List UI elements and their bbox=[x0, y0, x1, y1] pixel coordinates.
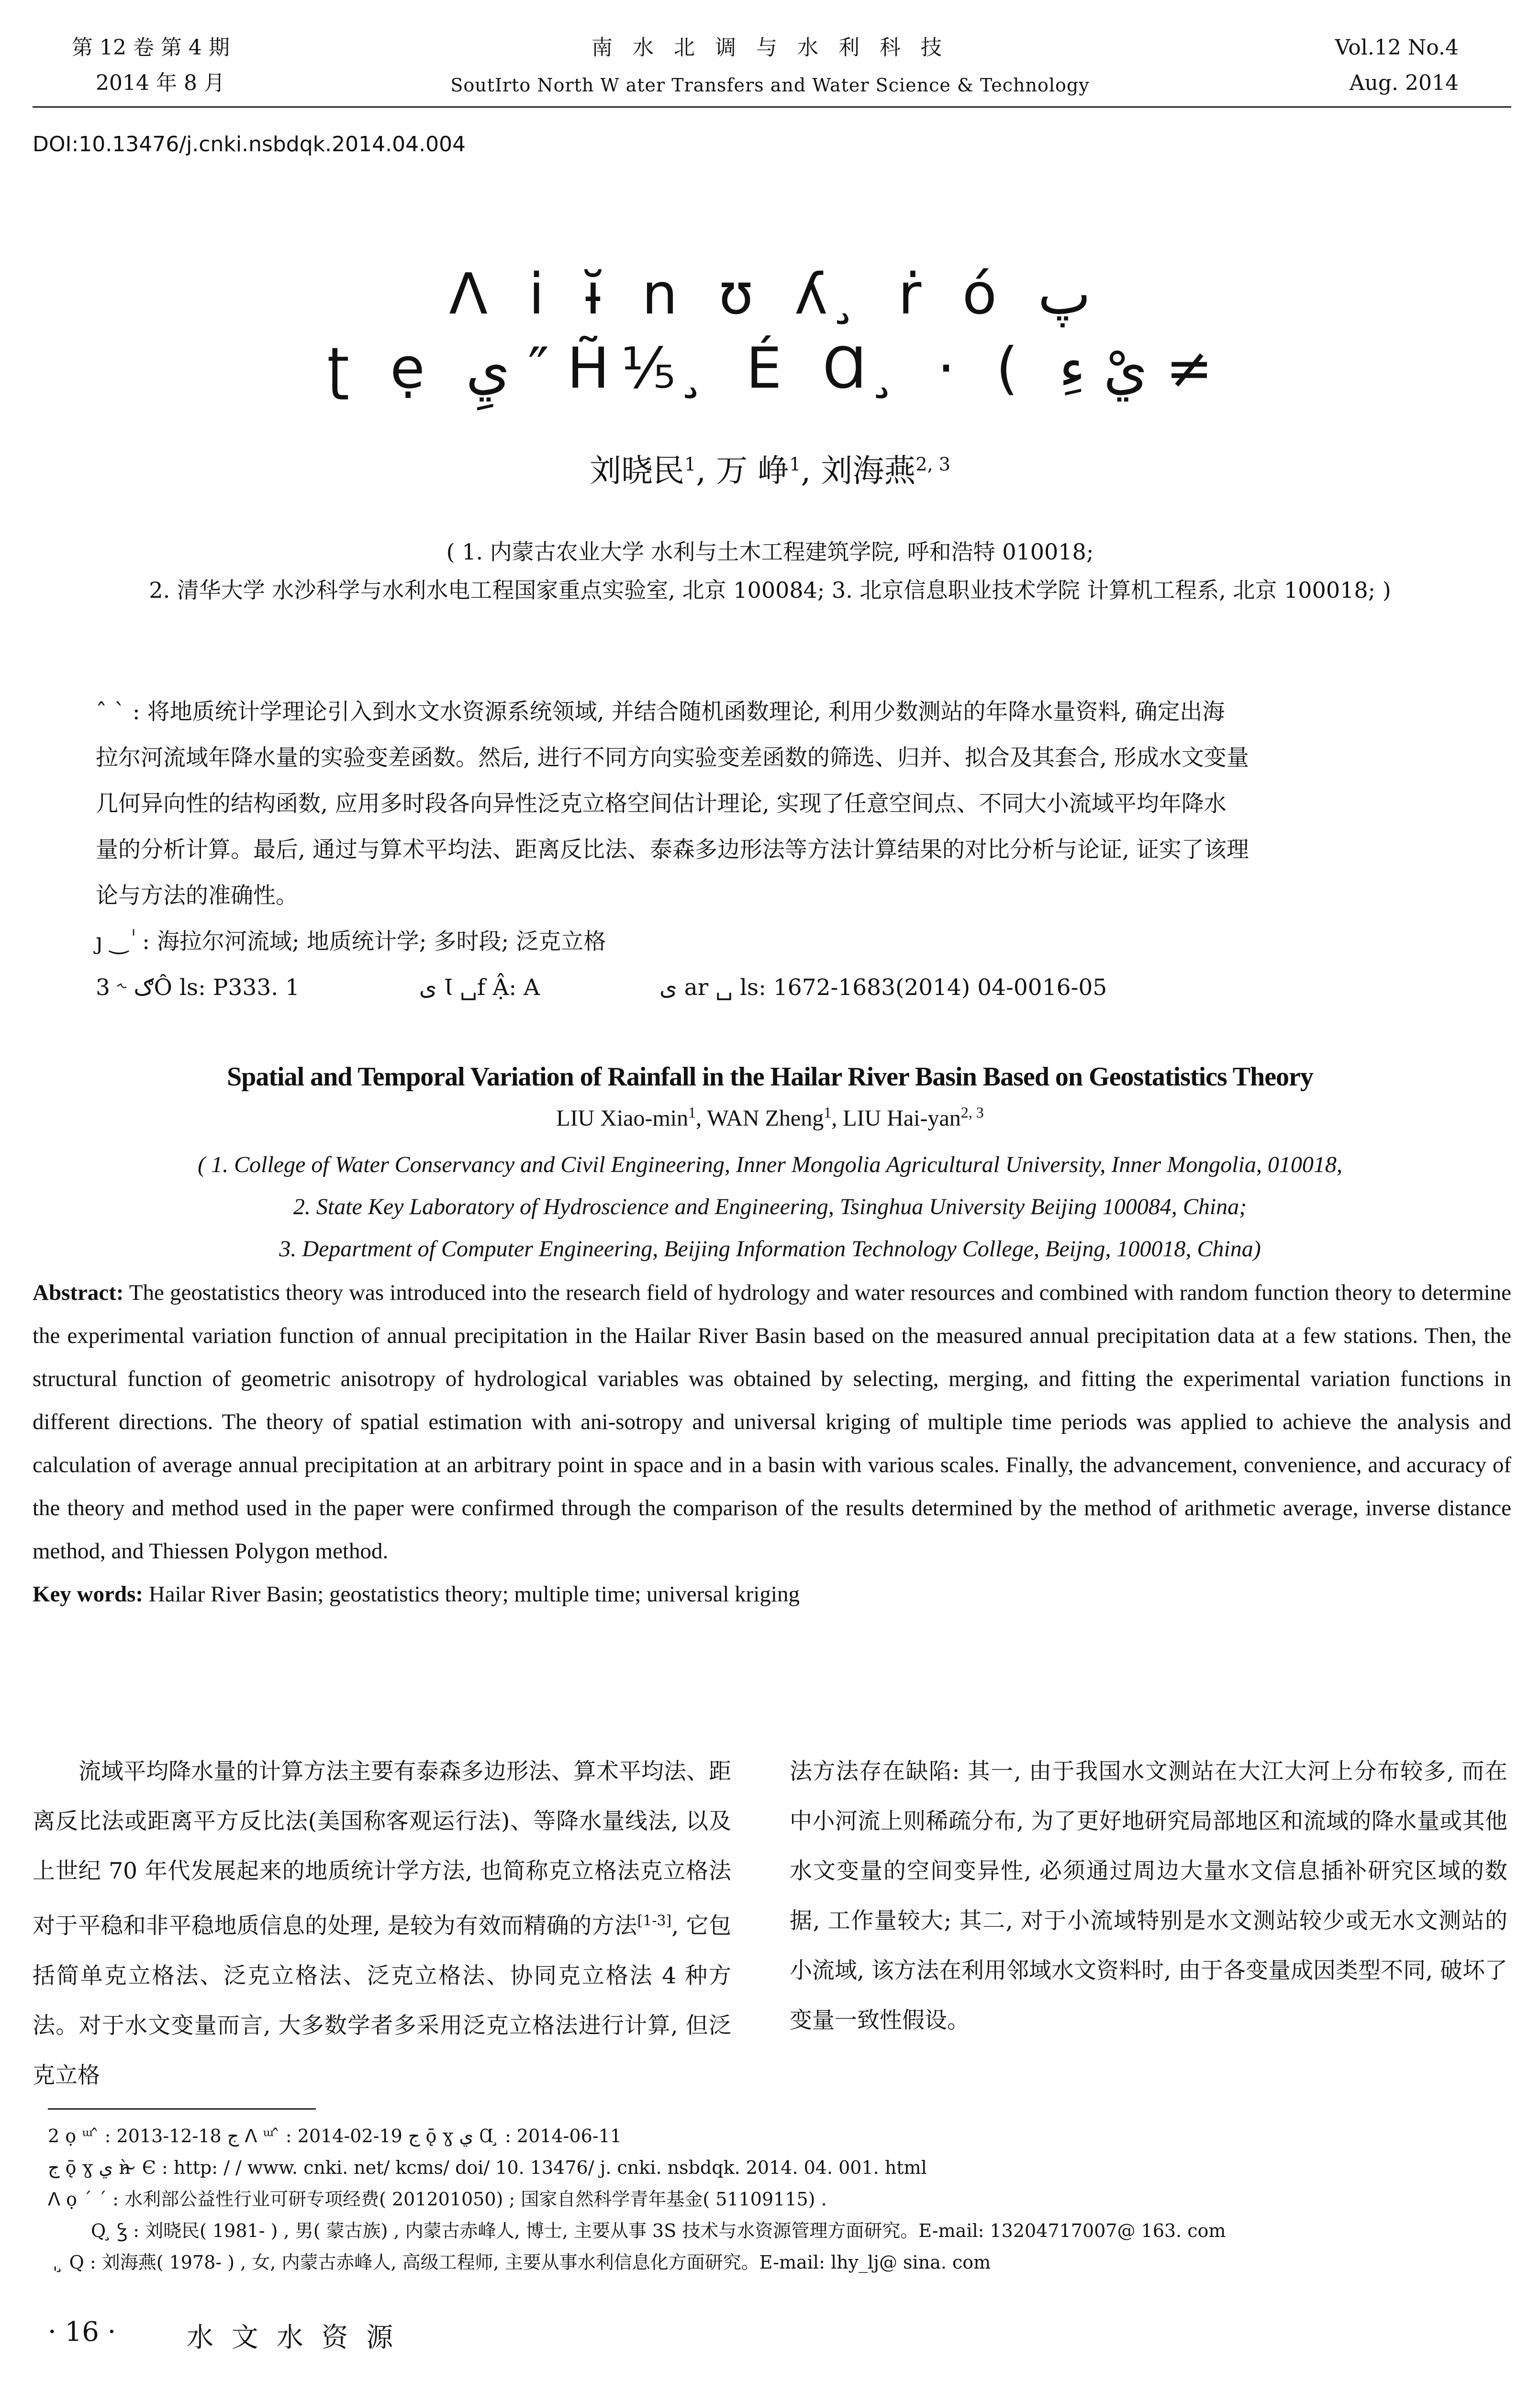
header-date-cn: 2014 年 8 月 bbox=[96, 71, 225, 95]
abstract-cn-label: ˆ ` bbox=[96, 699, 125, 725]
header-journal-cn: 南 水 北 调 与 水 利 科 技 bbox=[591, 35, 949, 60]
body-left-text-2: , 它包括简单克立格法、泛克立格法、泛克立格法、协同克立格法 4 种方法。对于水文变量而言, 大多数学者多采用泛克立格法进行计算, 但泛克立格 bbox=[33, 1912, 731, 2089]
author-en-1: LIU Xiao-min bbox=[556, 1106, 689, 1131]
abstract-cn-line-4: 量的分析计算。最后, 通过与算术平均法、距离反比法、泰森多边形法等方法计算结果的对比分析与论证, 证实了该理 bbox=[96, 837, 1249, 863]
abstract-cn-line-3: 几何异向性的结构函数, 应用多时段各向异性泛克立格空间估计理论, 实现了任意空间点、不同大小流域平均年降水 bbox=[96, 791, 1227, 817]
author-2: , 万 峥 bbox=[696, 452, 790, 489]
doc-code-value: : A bbox=[509, 974, 540, 1001]
classification-value: : P333. 1 bbox=[198, 974, 300, 1001]
author-en-3: , LIU Hai-yan bbox=[831, 1106, 961, 1131]
affiliation-cn-1: ( 1. 内蒙古农业大学 水利与土木工程建筑学院, 呼和浩特 010018; bbox=[446, 539, 1094, 565]
classification-label: 3 ˞ ګÔ ls bbox=[96, 974, 199, 1001]
footnote-funding: ꓥ ọ ´ ´ : 水利部公益性行业可研专项经费( 201201050) ; 国家自然科学青年基金( 51109115) . bbox=[48, 2189, 827, 2210]
doi: DOI:10.13476/j.cnki.nsbdqk.2014.04.004 bbox=[33, 132, 466, 157]
keywords-cn bbox=[96, 919, 1426, 965]
footnote-url: ج ǭ ɣ ي ǹ ̴ Є : http: / / www. cnki. net/ kcms/ doi/ 10. 13476/ j. cnki. nsbdqk. 2014. 04. 001. html bbox=[48, 2157, 927, 2178]
affiliation-cn-2: 2. 清华大学 水沙科学与水利水电工程国家重点实验室, 北京 100084; 3. 北京信息职业技术学院 计算机工程系, 北京 100018; ) bbox=[149, 577, 1391, 603]
footnote-rule bbox=[48, 2108, 316, 2110]
title-en: Spatial and Temporal Variation of Rainfall in the Hailar River Basin Based on Geostatistics Theory bbox=[227, 1062, 1313, 1092]
header-rule bbox=[33, 106, 1511, 108]
authors-cn bbox=[0, 445, 1540, 491]
body-left-text: 流域平均降水量的计算方法主要有泰森多边形法、算术平均法、距离反比法或距离平方反比法(美国称客观运行法)、等降水量线法, 以及上世纪 70 年代发展起来的地质统计学方法, 也简称克立格法克立格法对于平稳和非平稳地质信息的处理, 是较为有效而精确的方法 bbox=[33, 1758, 731, 1939]
affiliation-en-1: ( 1. College of Water Conservancy and Civil Engineering, Inner Mongolia Agricultural University, Inner Mongolia, 010018, bbox=[198, 1152, 1342, 1177]
author-3: , 刘海燕 bbox=[801, 452, 916, 489]
abstract-cn bbox=[96, 689, 1426, 1011]
keywords-en bbox=[33, 1573, 1511, 1616]
article-id-value: : 1672-1683(2014) 04-0016-05 bbox=[759, 974, 1107, 1001]
author-3-sup: 2, 3 bbox=[915, 454, 950, 475]
author-en-1-sup: 1 bbox=[688, 1104, 696, 1121]
keywords-en-text: Hailar River Basin; geostatistics theory; multiple time; universal kriging bbox=[148, 1582, 800, 1607]
abstract-cn-line-2: 拉尔河流域年降水量的实验变差函数。然后, 进行不同方向实验变差函数的筛选、归并、拟合及其套合, 形成水文变量 bbox=[96, 745, 1249, 771]
citation-ref: [1-3] bbox=[637, 1912, 672, 1929]
author-2-sup: 1 bbox=[789, 454, 801, 475]
header-journal-en: SoutIrto North W ater Transfers and Water Science & Technology bbox=[450, 75, 1090, 96]
article-id-label: ى ar ␣ ls bbox=[659, 974, 759, 1001]
affiliation-en-3: 3. Department of Computer Engineering, Beijing Information Technology College, Beijng, 100018, China) bbox=[279, 1236, 1261, 1262]
body-left-column bbox=[33, 1747, 731, 2101]
author-1: 刘晓民 bbox=[590, 452, 685, 489]
classification-row bbox=[96, 965, 1426, 1011]
abstract-en-label: Abstract: bbox=[33, 1280, 124, 1305]
footnote-dates: 2 ọ ᵚ ̂ : 2013-12-18 ج ꓥ ᵚ ̂ : 2014-02-19 ج ǭ ɣ ي Ɑ ̧ : 2014-06-11 bbox=[48, 2125, 622, 2147]
abstract-cn-line-5: 论与方法的准确性。 bbox=[96, 883, 298, 909]
authors-en bbox=[0, 1104, 1540, 1131]
header-volume-cn: 第 12 卷 第 4 期 bbox=[72, 35, 230, 60]
footnote-author-3: ˌ ̧ Q : 刘海燕( 1978- ) , 女, 内蒙古赤峰人, 高级工程师, 主要从事水利信息化方面研究。E-mail: lhy_lj@ sina. com bbox=[53, 2252, 991, 2273]
footnote-author-1: Q ̧ Ꝣ : 刘晓民( 1981- ) , 男( 蒙古族) , 内蒙古赤峰人, 博士, 主要从事 3S 技术与水资源管理方面研究。E-mail: 13204717007@ 163. com bbox=[91, 2220, 1226, 2241]
body-right-column: 法方法存在缺陷: 其一, 由于我国水文测站在大江大河上分布较多, 而在中小河流上则稀疏分布, 为了更好地研究局部地区和流域的降水量或其他水文变量的空间变异性, 必须通过周边大量水文信息插补研究区域的数据, 工作量较大; 其二, 对于小流域特别是水文测站较少或无水文测站的小流域, 该方法在利用邻域水文资料时, 由于各变量成因类型不同, 破坏了变量一致性假设。 bbox=[790, 1758, 1507, 2034]
abstract-en-text: The geostatistics theory was introduced into the research field of hydrology and water resources and combined with random function theory to determine the experimental variation function of annual precipitation in the Hailar River Basin based on the measured annual precipitation data at a few stations. Then, the structural function of geometric anisotropy of hydrological variables was obtained by selecting, merging, and fitting the experimental variation functions in different directions. The theory of spatial estimation with ani-sotropy and universal kriging of multiple time periods was applied to achieve the analysis and calculation of average annual precipitation at an arbitrary point in space and in a basin with various scales. Finally, the advancement, convenience, and accuracy of the theory and method used in the paper were confirmed through the comparison of the results determined by the method of arithmetic average, inverse distance method, and Thiessen Polygon method. bbox=[33, 1280, 1511, 1564]
author-en-2: , WAN Zheng bbox=[696, 1106, 824, 1131]
title-line-1: ꓥ i ɨ̆ n ʊ ʎ ̧ ṙ ó پ bbox=[449, 261, 1091, 327]
abstract-cn-line-1: ˆ ` : 将地质统计学理论引入到水文水资源系统领域, 并结合随机函数理论, 利用少数测站的年降水量资料, 确定出海 bbox=[96, 699, 1225, 725]
abstract-en bbox=[33, 1271, 1511, 1616]
affiliation-en-2: 2. State Key Laboratory of Hydroscience and Engineering, Tsinghua University Beijing 100084, China; bbox=[293, 1194, 1247, 1219]
section-name: 水 文 水 资 源 bbox=[187, 2322, 398, 2353]
footnotes bbox=[48, 2120, 1507, 2278]
author-1-sup: 1 bbox=[684, 454, 696, 475]
header-volume-en: Vol.12 No.4 bbox=[1335, 35, 1459, 60]
keywords-cn-label: ȷ ‿ ٰ bbox=[96, 928, 135, 955]
doc-code-label: ى Ɩ ␣f Ậ bbox=[419, 974, 509, 1001]
keywords-cn-text: : 海拉尔河流域; 地质统计学; 多时段; 泛克立格 bbox=[142, 928, 606, 955]
author-en-3-sup: 2, 3 bbox=[960, 1104, 984, 1121]
page-number: · 16 · bbox=[48, 2316, 116, 2348]
header-date-en: Aug. 2014 bbox=[1349, 71, 1459, 95]
author-en-2-sup: 1 bbox=[824, 1104, 832, 1121]
keywords-en-label: Key words: bbox=[33, 1582, 144, 1607]
title-line-2: ʈ ẹ يِ ″ H̃⅕ ̧ É Ɑ ̧ · ( يْ ءِ ≠ bbox=[327, 335, 1213, 401]
